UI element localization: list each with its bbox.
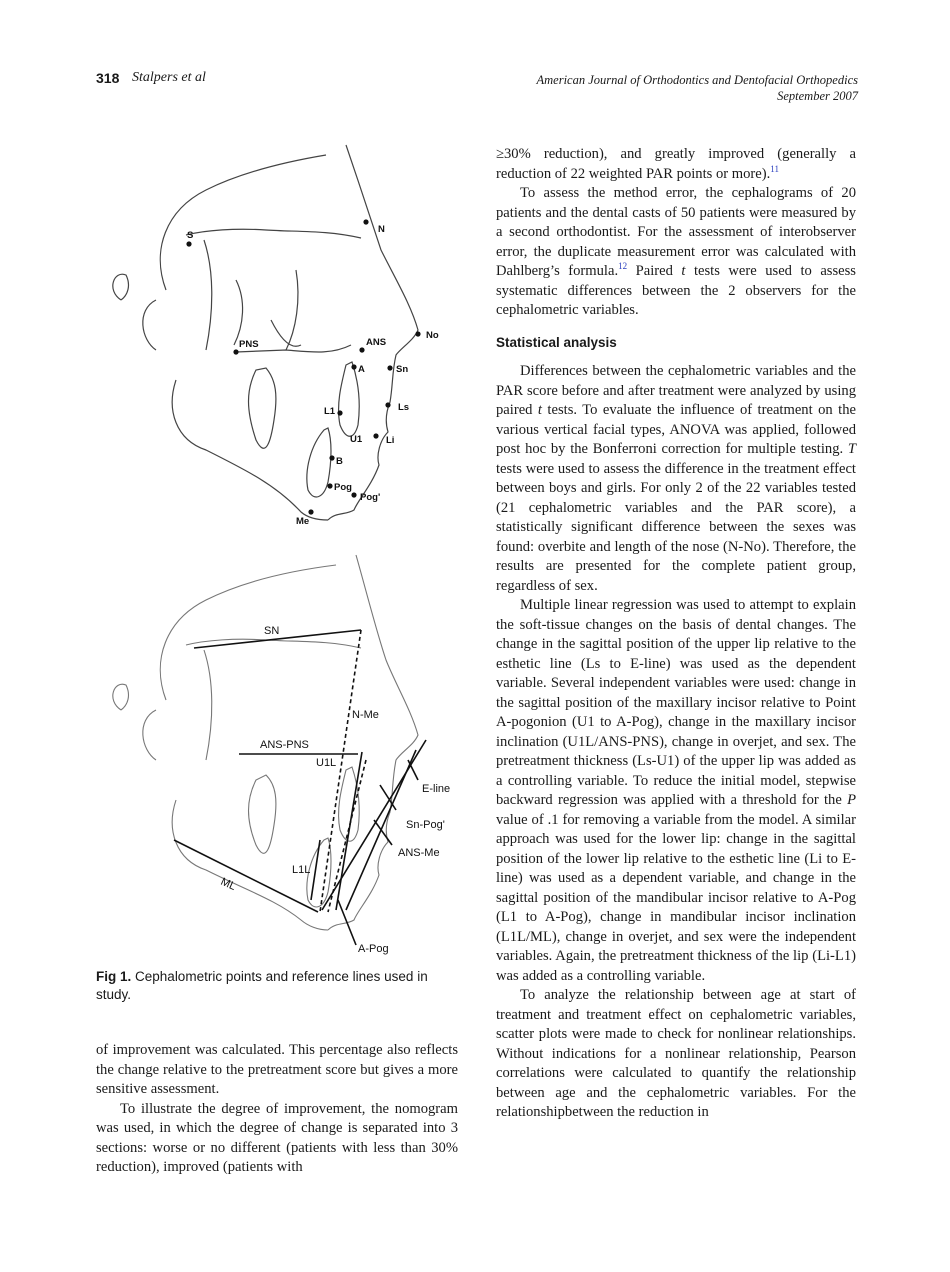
bottom-tracing-labels	[219, 625, 450, 955]
label-sn-pog-prime: Sn-Pog'	[406, 819, 445, 831]
label-b: B	[336, 456, 343, 467]
journal-title: American Journal of Orthodontics and Dentofacial Orthopedics	[536, 73, 858, 87]
label-u1l: U1L	[316, 757, 337, 769]
left-column	[96, 1041, 458, 1178]
left-paragraph-1: of improvement was calculated. This percentage also reflects the change relative to the pretreatment score but gives a more sensitive assessment.	[96, 1042, 458, 1097]
label-l1: L1	[324, 406, 336, 417]
p1-text: ≥30% reduction), and greatly improved (generally a reduction of 22 weighted PAR points or more).	[496, 146, 856, 182]
label-no: No	[426, 330, 439, 341]
p3-italic-T: T	[847, 441, 856, 457]
journal-date: September 2007	[777, 89, 858, 103]
reference-12[interactable]: 12	[618, 261, 628, 272]
top-tracing-labels	[187, 224, 439, 527]
label-ans: ANS	[366, 337, 387, 348]
label-s: S	[187, 230, 194, 241]
figure-1	[96, 140, 458, 960]
label-ans-me: ANS-Me	[398, 847, 440, 859]
left-paragraph-2: To illustrate the degree of improvement, the nomogram was used, in which the degree of change is separated into 3 sections: worse or no different (patients with less than 30% reduction), improved (patients with	[96, 1100, 458, 1175]
label-pns: PNS	[239, 339, 259, 350]
label-sn: Sn	[396, 364, 409, 375]
caption-text: Cephalometric points and reference lines used in study.	[96, 969, 428, 1002]
p2-text-a: To assess the method error, the cephalograms of 20 patients and the dental casts of 50 patients were measured by a second orthodontist. For the assessment of interobserver error, the duplicate measurement error was calculated with Dahlberg’s formula.	[496, 185, 856, 279]
p2-italic-t: t	[681, 263, 686, 279]
label-u1: U1	[350, 434, 363, 445]
caption-label: Fig 1.	[96, 969, 132, 984]
right-paragraph-1	[496, 145, 856, 184]
right-paragraph-5: To analyze the relationship between age at start of treatment and treatment effect on cephalometric variables, scatter plots were made to check for nonlinear relationships. Without indications for a nonlinear relationship, Pearson correlations were calculated to quantify the relationship between age and the cephalometric variables. For the relationshipbetween the reduction in	[496, 987, 856, 1120]
right-paragraph-2	[496, 184, 856, 321]
p3-text-a: Differences between the cephalometric variables and the PAR score before and after treatment were analyzed by using paired	[496, 363, 856, 418]
label-ans-pns: ANS-PNS	[260, 739, 309, 751]
figure-caption	[96, 968, 458, 1004]
label-n-me: N-Me	[352, 709, 379, 721]
reference-11[interactable]: 11	[770, 163, 779, 174]
label-l1l: L1L	[292, 864, 311, 876]
label-li: Li	[386, 435, 395, 446]
p2-text-c: tests were used to assess systematic differences between the 2 observers for the cephalometric variables.	[496, 263, 856, 318]
label-e-line: E-line	[422, 783, 451, 795]
label-ml: ML	[218, 875, 238, 893]
page-number: 318	[96, 70, 120, 86]
right-paragraph-3	[496, 362, 856, 596]
label-a-pog: A-Pog	[358, 943, 389, 955]
p3-text-b: tests. To evaluate the influence of treatment on the various vertical facial types, ANOVA was applied, followed post hoc by the Bonferroni correction for multiple testing.	[496, 402, 856, 457]
right-column	[496, 145, 856, 1123]
p4-italic-p: P	[847, 792, 856, 808]
label-sn-line: SN	[264, 625, 280, 637]
label-me: Me	[296, 516, 310, 527]
cephalometric-tracings	[96, 140, 458, 960]
p4-text-a: Multiple linear regression was used to attempt to explain the soft-tissue changes on the basis of dental changes. The change in the sagittal position of the upper lip relative to the esthetic line (Ls to E-line) was used as the dependent variable. Several independent variables were used: change in the sagittal position of the maxillary incisor relative to Point A-pogonion (U1 to A-Pog), change in the maxillary incisor inclination (U1L/ANS-PNS), change in overjet, and sex. The pretreatment thickness (Ls-U1) of the upper lip was added as a controlling variable. To reduce the initial model, stepwise backward regression was applied with a threshold for the	[496, 597, 856, 808]
label-n: N	[378, 224, 385, 235]
label-a: A	[358, 364, 365, 375]
label-pog-prime: Pog'	[360, 492, 381, 503]
section-heading-statistical-analysis: Statistical analysis	[496, 334, 617, 350]
journal-header	[537, 72, 859, 104]
right-paragraph-4	[496, 596, 856, 986]
bottom-reference-lines	[174, 630, 426, 945]
p3-italic-t: t	[537, 402, 542, 418]
label-ls: Ls	[398, 402, 410, 413]
label-pog: Pog	[334, 482, 352, 493]
p4-text-b: value of .1 for removing a variable from the model. A similar approach was used for the lower lip: change in the sagittal position of the lower lip relative to the esthetic line (Li to E-line) was used as a dependent variable, and change in the sagittal position of the mandibular incisor relative to A-Pog (L1 to A-Pog), change in mandibular incisor inclination (L1L/ML), change in overjet, and sex were the independent variables. Again, the pretreatment thickness of the lip (Li-L1) was added as a controlling variable.	[496, 811, 856, 984]
top-tracing-outline	[113, 145, 418, 520]
running-author: Stalpers et al	[132, 70, 206, 85]
top-tracing-points	[186, 219, 420, 514]
p2-text-b: Paired	[627, 263, 682, 279]
p3-text-c: tests were used to assess the difference in the treatment effect between boys and girls. For only 2 of the 22 variables tested (21 cephalometric variables and the PAR score), a statistically significant difference between the sexes was found: overbite and length of the nose (N-No). Therefore, the results are presented for the complete patient group, regardless of sex.	[496, 460, 856, 594]
